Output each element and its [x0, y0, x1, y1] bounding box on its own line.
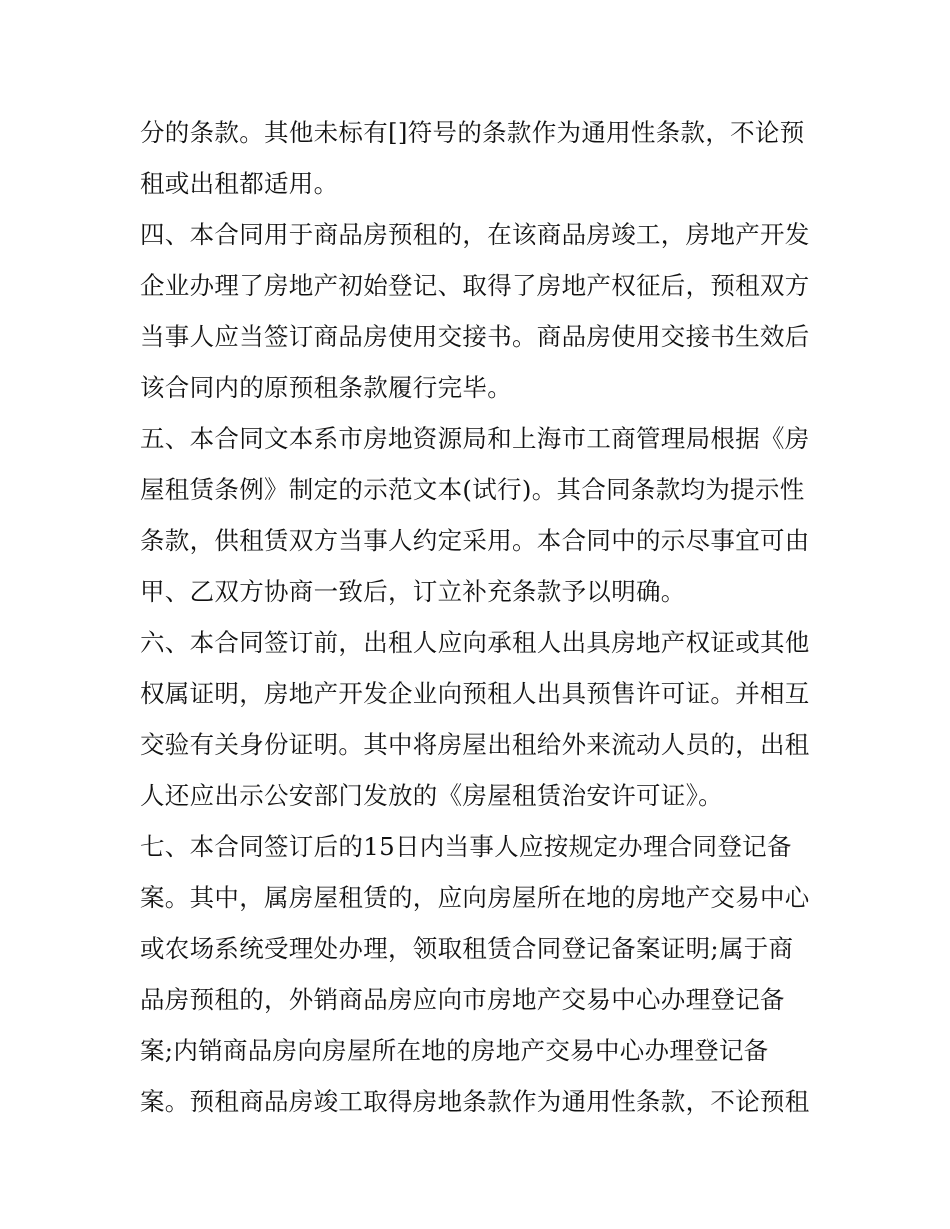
text-line: 交验有关身份证明。其中将房屋出租给外来流动人员的，出租	[140, 730, 810, 759]
text-line: 七、本合同签订后的15日内当事人应按规定办理合同登记备	[140, 832, 792, 861]
text-line: 案;内销商品房向房屋所在地的房地产交易中心办理登记备	[140, 1036, 769, 1065]
text-line: 案。预租商品房竣工取得房地条款作为通用性条款，不论预租	[140, 1087, 810, 1116]
text-line: 甲、乙双方协商一致后，订立补充条款予以明确。	[140, 577, 686, 606]
text-line: 或农场系统受理处办理，领取租赁合同登记备案证明;属于商	[140, 934, 794, 963]
text-line: 案。其中，属房屋租赁的，应向房屋所在地的房地产交易中心	[140, 883, 810, 912]
text-line: 条款，供租赁双方当事人约定采用。本合同中的示尽事宜可由	[140, 526, 810, 555]
text-line: 屋租赁条例》制定的示范文本(试行)。其合同条款均为提示性	[140, 475, 805, 504]
document-body	[140, 107, 820, 1127]
text-line: 当事人应当签订商品房使用交接书。商品房使用交接书生效后	[140, 322, 810, 351]
text-line: 五、本合同文本系市房地资源局和上海市工商管理局根据《房	[140, 424, 810, 453]
text-line: 人还应出示公安部门发放的《房屋租赁治安许可证》。	[140, 781, 723, 810]
text-line: 该合同内的原预租条款履行完毕。	[140, 373, 512, 402]
text-line: 四、本合同用于商品房预租的，在该商品房竣工，房地产开发	[140, 220, 810, 249]
text-line: 权属证明，房地产开发企业向预租人出具预售许可证。并相互	[140, 679, 810, 708]
text-line: 品房预租的，外销商品房应向市房地产交易中心办理登记备	[140, 985, 785, 1014]
text-line: 六、本合同签订前，出租人应向承租人出具房地产权证或其他	[140, 628, 810, 657]
text-line: 企业办理了房地产初始登记、取得了房地产权征后，预租双方	[140, 271, 810, 300]
text-line: 租或出租都适用。	[140, 169, 339, 198]
text-line: 分的条款。其他未标有[]符号的条款作为通用性条款，不论预	[140, 118, 805, 147]
